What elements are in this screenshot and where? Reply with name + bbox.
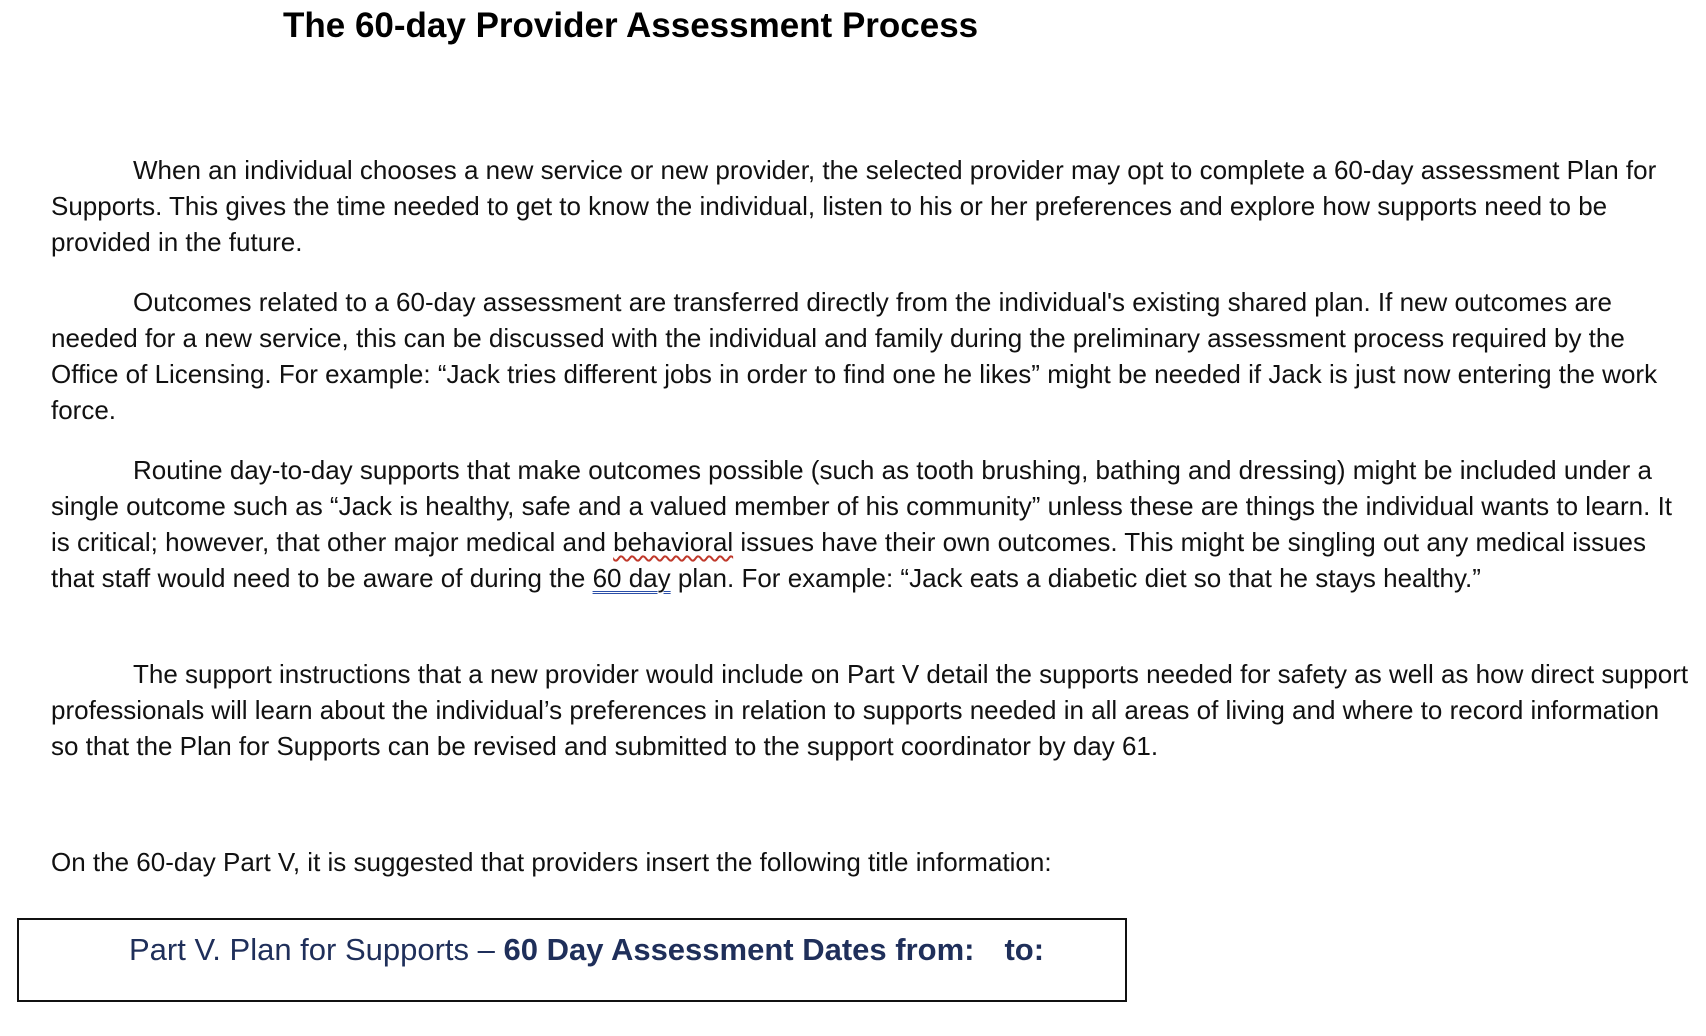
grammar-flagged-phrase[interactable]: 60 day bbox=[592, 563, 671, 593]
title-info-bold: 60 Day Assessment Dates from: bbox=[503, 932, 975, 967]
title-info-intro: On the 60-day Part V, it is suggested that providers insert the following title information: bbox=[51, 847, 1052, 877]
paragraph-intro: When an individual chooses a new service or new provider, the selected provider may opt to complete a 60-day assessment Plan for Supports. This gives the time needed to get to know the individual, listen to his or her preferences and explore how supports need to be provided in the future. bbox=[51, 155, 1657, 257]
paragraph-routine-supports bbox=[51, 452, 1691, 596]
paragraph-text: issues have their own outcomes. This might be singling out any medical issues that staff would need to be aware of during the bbox=[51, 527, 1646, 593]
title-info-line bbox=[129, 930, 1044, 970]
spelling-flagged-word[interactable]: behavioral bbox=[613, 527, 734, 557]
title-info-normal: Part V. Plan for Supports – bbox=[129, 932, 504, 967]
title-info-to: to: bbox=[1004, 932, 1045, 967]
paragraph-text: Routine day-to-day supports that make outcomes possible (such as tooth brushing, bathing and dressing) might be included under a single outcome such as “Jack is healthy, safe and a valued member of his community” unless these are things the individual wants to learn. It is critical; however, that other major medical and bbox=[51, 455, 1673, 557]
paragraph-support-instructions: The support instructions that a new provider would include on Part V detail the supports needed for safety as well as how direct support professionals will learn about the individual’s preferences in relation to supports needed in all areas of living and where to record information so that the Plan for Supports can be revised and submitted to the support coordinator by day 61. bbox=[51, 659, 1689, 761]
page-title: The 60-day Provider Assessment Process bbox=[283, 6, 979, 45]
paragraph-text: plan. For example: “Jack eats a diabetic diet so that he stays healthy.” bbox=[670, 563, 1481, 593]
title-info-box bbox=[17, 918, 1127, 1002]
paragraph-outcomes: Outcomes related to a 60-day assessment are transferred directly from the individual's existing shared plan. If new outcomes are needed for a new service, this can be discussed with the individual and family during the preliminary assessment process required by the Office of Licensing. For example: “Jack tries different jobs in order to find one he likes” might be needed if Jack is just now entering the work force. bbox=[51, 287, 1658, 425]
